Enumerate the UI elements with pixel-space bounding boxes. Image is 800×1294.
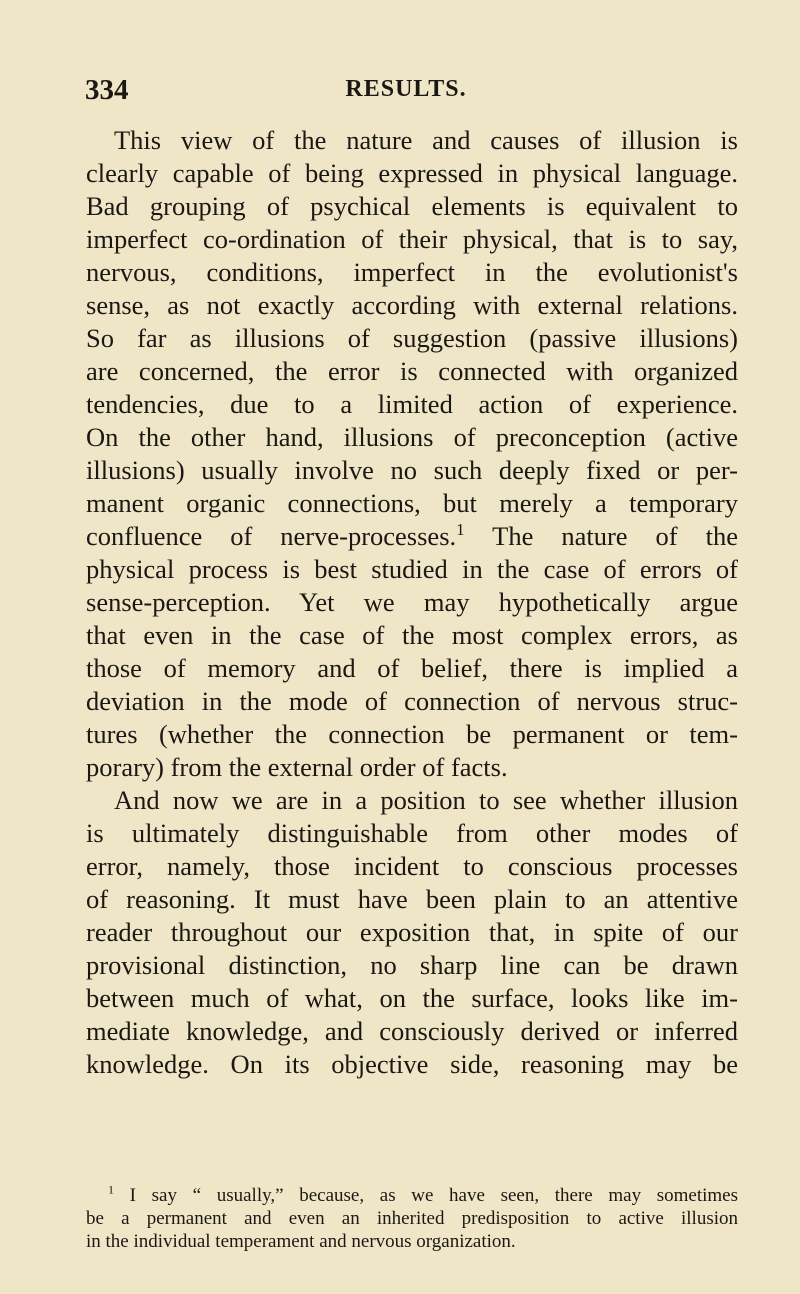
footnote-text: I say “ usually,” because, as we have seen, there may sometimes bbox=[129, 1185, 739, 1206]
footnote-reference: 1 bbox=[456, 520, 465, 540]
text-line: provisional distinction, no sharp line can be drawn bbox=[86, 950, 738, 980]
page-number: 334 bbox=[85, 74, 129, 106]
footnote-marker: 1 bbox=[108, 1182, 114, 1197]
text-line: And now we are in a position to see whether illusion bbox=[114, 785, 738, 815]
text-line: tures (whether the connection be permanent or tem- bbox=[86, 719, 738, 749]
text-line: manent organic connections, but merely a temporary bbox=[86, 488, 738, 518]
text-line: physical process is best studied in the case of errors of bbox=[86, 554, 738, 584]
text-line: So far as illusions of suggestion (passive illusions) bbox=[86, 323, 738, 353]
text-segment: confluence of nerve-processes. bbox=[86, 521, 457, 551]
text-line: porary) from the external order of facts. bbox=[86, 752, 508, 782]
footnote bbox=[86, 1184, 738, 1253]
text-line: nervous, conditions, imperfect in the evolutionist's bbox=[86, 257, 738, 287]
footnote-line: be a permanent and even an inherited predisposition to active illusion bbox=[86, 1208, 738, 1229]
text-segment: The nature of the bbox=[492, 521, 738, 551]
text-line: imperfect co-ordination of their physical, that is to say, bbox=[86, 224, 738, 254]
footnote-line: in the individual temperament and nervous organization. bbox=[86, 1231, 516, 1252]
text-line: sense, as not exactly according with external relations. bbox=[86, 290, 738, 320]
page-header bbox=[0, 74, 800, 114]
text-line-with-footnote bbox=[86, 520, 738, 553]
text-line: of reasoning. It must have been plain to an attentive bbox=[86, 884, 738, 914]
text-line: Bad grouping of psychical elements is equivalent to bbox=[86, 191, 738, 221]
text-line: On the other hand, illusions of preconception (active bbox=[86, 422, 738, 452]
text-line: knowledge. On its objective side, reasoning may be bbox=[86, 1049, 738, 1079]
text-line: sense-perception. Yet we may hypothetically argue bbox=[86, 587, 738, 617]
footnote-line bbox=[86, 1184, 738, 1207]
text-line: that even in the case of the most complex errors, as bbox=[86, 620, 738, 650]
text-line: deviation in the mode of connection of nervous struc- bbox=[86, 686, 738, 716]
text-line: illusions) usually involve no such deeply fixed or per- bbox=[86, 455, 738, 485]
text-line: clearly capable of being expressed in physical language. bbox=[86, 158, 738, 188]
text-line: reader throughout our exposition that, in spite of our bbox=[86, 917, 738, 947]
text-line: are concerned, the error is connected with organized bbox=[86, 356, 738, 386]
text-line: between much of what, on the surface, looks like im- bbox=[86, 983, 738, 1013]
text-line: those of memory and of belief, there is implied a bbox=[86, 653, 738, 683]
text-line: error, namely, those incident to conscious processes bbox=[86, 851, 738, 881]
text-line: tendencies, due to a limited action of experience. bbox=[86, 389, 738, 419]
body-text bbox=[86, 124, 738, 1081]
text-line: This view of the nature and causes of illusion is bbox=[114, 125, 738, 155]
text-line: is ultimately distinguishable from other modes of bbox=[86, 818, 738, 848]
running-head: RESULTS. bbox=[345, 76, 467, 102]
text-line: mediate knowledge, and consciously derived or inferred bbox=[86, 1016, 738, 1046]
